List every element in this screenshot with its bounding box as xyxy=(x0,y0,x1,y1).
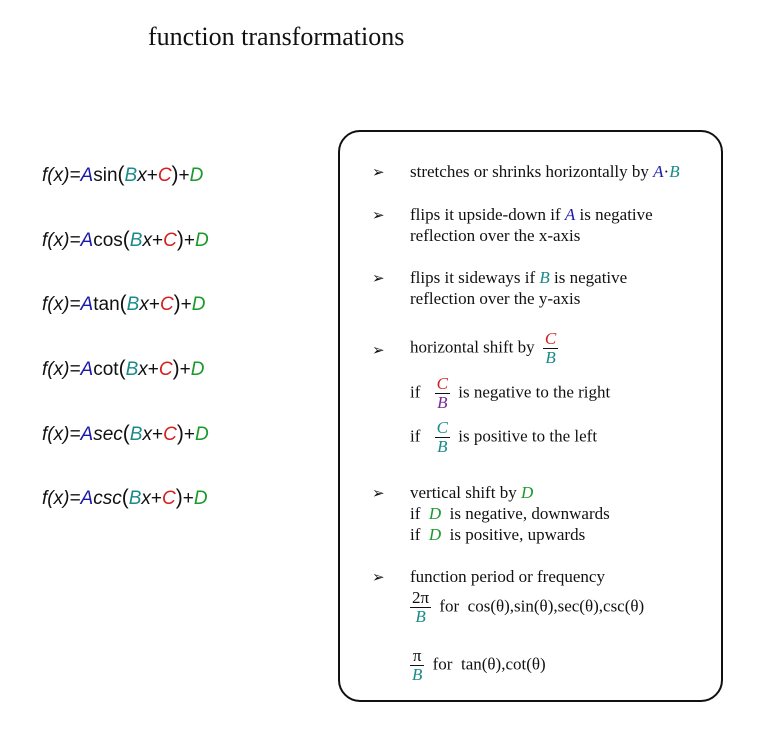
item-horizontal-shift xyxy=(410,330,562,367)
item-text: if xyxy=(410,525,421,544)
param-d: D xyxy=(189,165,204,186)
bullet-arrow-icon: ➢ xyxy=(372,271,385,287)
func-list: cos(θ),sin(θ),sec(θ),csc(θ) xyxy=(467,596,645,616)
period-formula-2 xyxy=(410,647,546,684)
func-list: tan(θ),cot(θ) xyxy=(460,654,546,674)
bullet-arrow-icon: ➢ xyxy=(372,486,385,502)
item-text: flips it upside-down if xyxy=(410,205,561,224)
plus-sign: + xyxy=(180,294,192,315)
item-text: for xyxy=(439,596,460,616)
func-name: csc xyxy=(93,488,122,509)
formula-lhs: f(x)= xyxy=(42,165,81,186)
param-b: B xyxy=(129,424,143,445)
item-stretch xyxy=(410,161,680,182)
plus-sign: + xyxy=(183,230,195,251)
frac-den: B xyxy=(545,348,556,367)
param-c: C xyxy=(159,294,174,315)
param-c: C xyxy=(163,424,177,445)
dot-operator: · xyxy=(663,162,670,181)
item-text: if xyxy=(410,504,421,523)
formula-lhs: f(x)= xyxy=(42,424,81,445)
var-x: x xyxy=(138,359,148,380)
param-d: D xyxy=(428,504,442,523)
param-b: B xyxy=(125,359,139,380)
formula-lhs: f(x)= xyxy=(42,359,81,380)
param-c: C xyxy=(163,230,177,251)
plus-sign: + xyxy=(146,165,158,186)
param-d: D xyxy=(428,525,442,544)
formula-tan: f(x)=Atan(Bx+C)+D xyxy=(42,292,206,315)
bullet-arrow-icon: ➢ xyxy=(372,208,385,224)
var-x: x xyxy=(139,294,149,315)
frac-num: C xyxy=(436,418,448,437)
param-a: A xyxy=(653,162,664,181)
item-text: flips it sideways if xyxy=(410,268,536,287)
fraction-c-over-b xyxy=(435,375,450,412)
formula-sec: f(x)=Asec(Bx+C)+D xyxy=(42,422,209,445)
param-d: D xyxy=(190,359,205,380)
var-x: x xyxy=(142,230,152,251)
param-b: B xyxy=(129,230,143,251)
item-vertical-shift xyxy=(410,482,610,545)
item-text: if xyxy=(410,382,421,402)
formula-lhs: f(x)= xyxy=(42,294,81,315)
plus-sign: + xyxy=(147,359,159,380)
plus-sign: + xyxy=(182,488,194,509)
plus-sign: + xyxy=(178,165,190,186)
formula-cot: f(x)=Acot(Bx+C)+D xyxy=(42,357,205,380)
item-text: is negative xyxy=(579,205,653,224)
frac-den: B xyxy=(415,607,426,626)
item-subtext: reflection over the x-axis xyxy=(410,226,581,245)
item-text: for xyxy=(432,654,453,674)
param-a: A xyxy=(80,424,94,445)
item-hshift-positive xyxy=(410,419,597,456)
bullet-arrow-icon: ➢ xyxy=(372,165,385,181)
formula-lhs: f(x)= xyxy=(42,488,81,509)
fraction-c-over-b xyxy=(435,419,450,456)
item-flip-horizontal xyxy=(410,267,627,309)
fraction-2pi-over-b xyxy=(410,589,431,626)
item-text: is positive, upwards xyxy=(449,525,586,544)
var-x: x xyxy=(141,488,151,509)
param-b: B xyxy=(124,165,138,186)
param-c: C xyxy=(158,359,173,380)
item-text: vertical shift by xyxy=(410,483,517,502)
item-period: function period or frequency xyxy=(410,567,605,586)
param-a: A xyxy=(80,359,94,380)
frac-num: C xyxy=(544,329,557,348)
param-b: B xyxy=(128,488,142,509)
param-b: B xyxy=(126,294,140,315)
bullet-arrow-icon: ➢ xyxy=(372,343,385,359)
plus-sign: + xyxy=(183,424,195,445)
param-b: B xyxy=(669,162,680,181)
frac-den: B xyxy=(412,665,423,684)
item-text: horizontal shift by xyxy=(410,337,535,357)
plus-sign: + xyxy=(179,359,191,380)
bullet-arrow-icon: ➢ xyxy=(372,570,385,586)
param-d: D xyxy=(191,294,206,315)
formula-csc: f(x)=Acsc(Bx+C)+D xyxy=(42,486,208,509)
item-text: is negative xyxy=(554,268,628,287)
item-text: if xyxy=(410,426,421,446)
item-subtext: reflection over the y-axis xyxy=(410,289,581,308)
item-hshift-negative xyxy=(410,375,610,412)
param-a: A xyxy=(80,165,94,186)
plus-sign: + xyxy=(151,230,164,251)
frac-den: B xyxy=(437,393,448,412)
param-a: A xyxy=(80,488,94,509)
var-x: x xyxy=(137,165,147,186)
param-d: D xyxy=(193,488,208,509)
item-text: is negative to the right xyxy=(458,382,611,402)
fraction-c-over-b xyxy=(543,330,558,367)
func-name: sin xyxy=(93,165,118,186)
item-text: is negative, downwards xyxy=(449,504,610,523)
param-c: C xyxy=(162,488,176,509)
frac-den: B xyxy=(437,437,448,456)
param-d: D xyxy=(194,424,209,445)
param-a: A xyxy=(80,294,94,315)
page-title: function transformations xyxy=(148,22,405,51)
param-b: B xyxy=(539,268,550,287)
formula-cos: f(x)=Acos(Bx+C)+D xyxy=(42,228,209,251)
frac-num: 2π xyxy=(412,588,430,607)
func-name: cos xyxy=(93,230,123,251)
param-a: A xyxy=(564,205,576,224)
param-d: D xyxy=(194,230,209,251)
item-flip-vertical xyxy=(410,204,653,246)
func-name: tan xyxy=(93,294,120,315)
formula-lhs: f(x)= xyxy=(42,230,81,251)
func-name: sec xyxy=(93,424,123,445)
item-stretch-text: stretches or shrinks horizontally by xyxy=(410,162,649,181)
plus-sign: + xyxy=(148,294,160,315)
plus-sign: + xyxy=(150,488,163,509)
period-formula-1 xyxy=(410,589,644,626)
param-a: A xyxy=(80,230,94,251)
frac-num: C xyxy=(436,374,448,393)
plus-sign: + xyxy=(151,424,164,445)
param-d: D xyxy=(520,483,534,502)
fraction-pi-over-b xyxy=(410,647,424,684)
formula-sin: f(x)=Asin(Bx+C)+D xyxy=(42,163,204,186)
func-name: cot xyxy=(93,359,119,380)
param-c: C xyxy=(157,165,172,186)
frac-num: π xyxy=(410,647,424,666)
var-x: x xyxy=(142,424,152,445)
item-text: is positive to the left xyxy=(458,426,598,446)
